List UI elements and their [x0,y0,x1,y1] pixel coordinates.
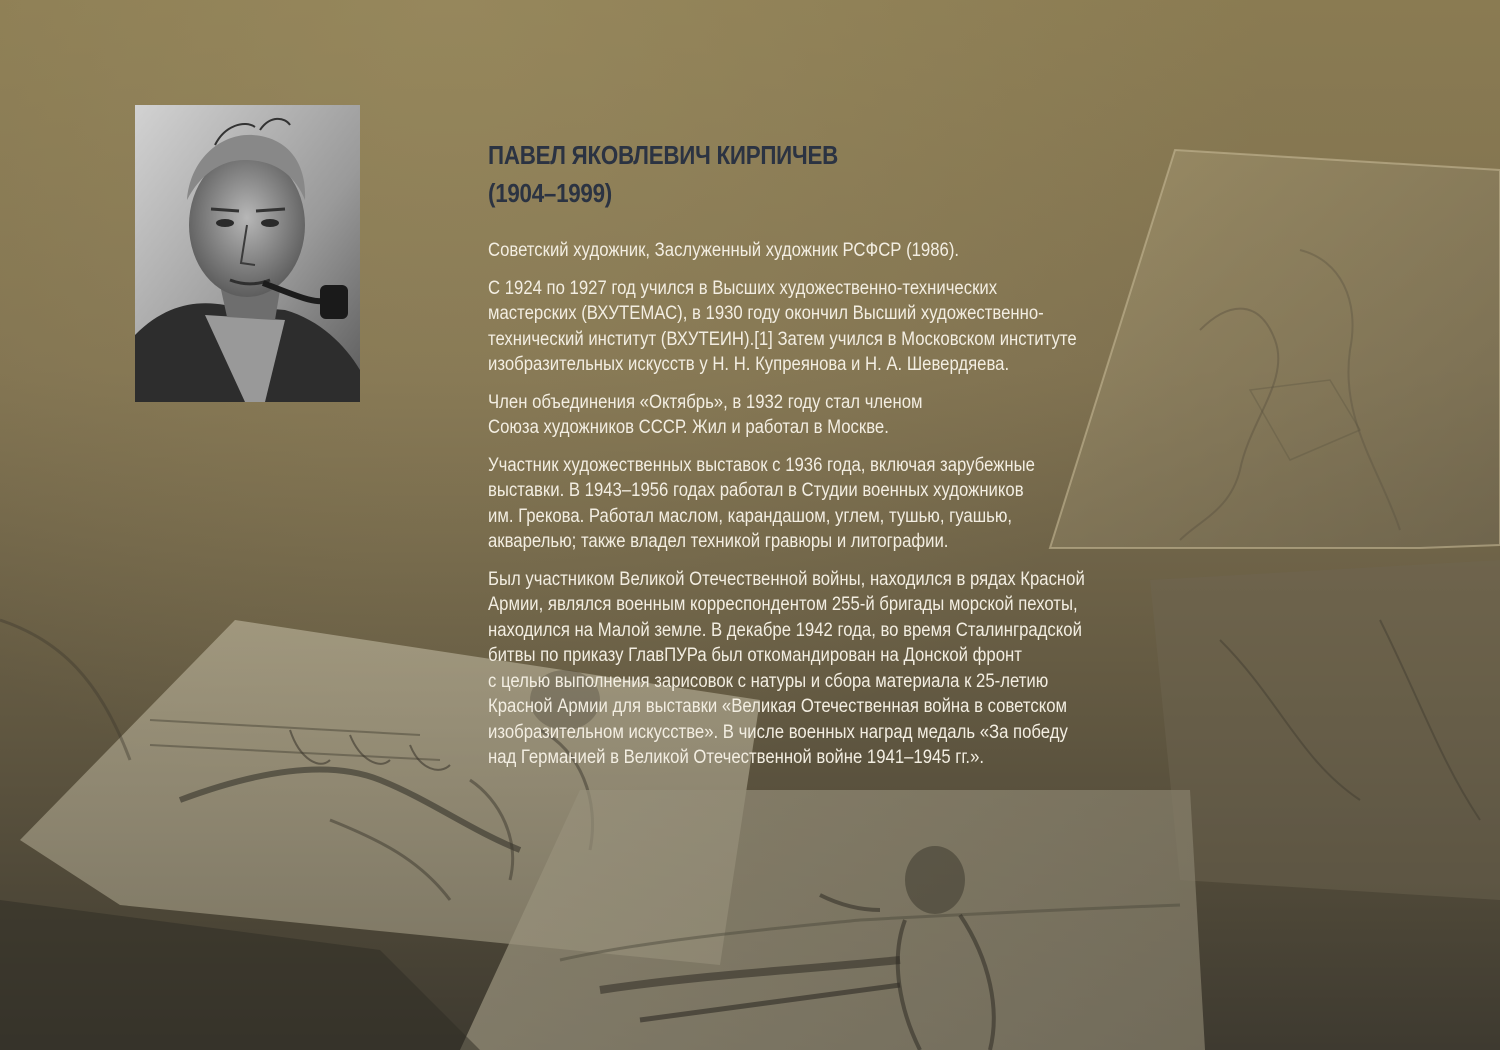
text-line: Советский художник, Заслуженный художник РСФСР (1986). [488,240,960,261]
page-title [488,136,1142,212]
text-line: находился на Малой земле. В декабре 1942 года, во время Сталинградской [488,619,1082,641]
artist-years: (1904–1999) [488,178,612,208]
text-line: Красной Армии для выставки «Великая Отечественная война в советском [488,696,1068,717]
artist-name: ПАВЕЛ ЯКОВЛЕВИЧ КИРПИЧЕВ [488,140,838,170]
text-line: мастерских (ВХУТЕМАС), в 1930 году окончил Высший художественно- [488,303,1044,324]
text-line: С 1924 по 1927 год учился в Высших художественно-технических [488,277,998,299]
text-line: акварелью; также владел техникой гравюры и литографии. [488,531,949,552]
text-line: битвы по приказу ГлавПУРа был откомандирован на Донской фронт [488,645,1022,666]
text-line: над Германией в Великой Отечественной войне 1941–1945 гг.». [488,747,985,768]
paragraph-3 [488,390,1157,441]
text-line: Член объединения «Октябрь», в 1932 году стал членом [488,391,923,413]
paragraph-1 [488,238,1157,264]
paragraph-5 [488,567,1157,771]
text-line: выставки. В 1943–1956 годах работал в Студии военных художников [488,480,1024,501]
text-line: Армии, являлся военным корреспондентом 255-й бригады морской пехоты, [488,594,1078,615]
text-line: Участник художественных выставок с 1936 года, включая зарубежные [488,454,1035,476]
text-line: Был участником Великой Отечественной войны, находился в рядах Красной [488,568,1085,590]
sketch-sheet-far-right [1150,560,1500,900]
paragraph-2 [488,276,1157,378]
sketch-sheet-bottom [460,790,1205,1050]
text-line: с целью выполнения зарисовок с натуры и сбора материала к 25-летию [488,670,1049,692]
text-line: Союза художников СССР. Жил и работал в Москве. [488,417,889,438]
artist-portrait [135,105,360,402]
text-line: изобразительном искусстве». В числе военных наград медаль «За победу [488,721,1068,743]
paragraph-4 [488,453,1157,555]
text-line: технический институт (ВХУТЕИН).[1] Затем учился в Московском институте [488,328,1077,350]
text-line: изобразительных искусств у Н. Н. Купреянова и Н. А. Шевердяева. [488,354,1010,375]
biography [488,136,1148,783]
text-line: им. Грекова. Работал маслом, карандашом, углем, тушью, гуашью, [488,505,1013,527]
